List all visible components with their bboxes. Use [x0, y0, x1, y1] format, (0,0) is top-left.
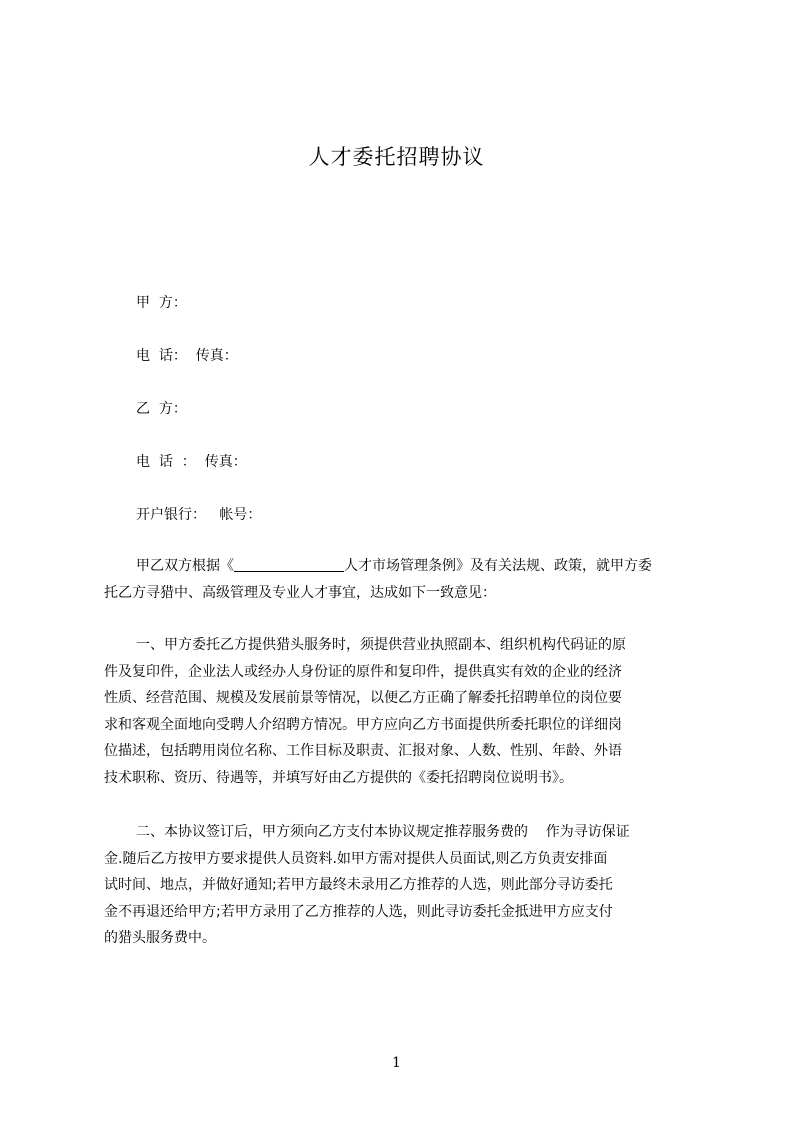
clause-1-line: 件及复印件，企业法人或经办人身份证的原件和复印件，提供真实有效的企业的经济	[104, 663, 622, 680]
clause-2-line: 金不再退还给甲方;若甲方录用了乙方推荐的人选，则此寻访委托金抵进甲方应支付	[104, 903, 613, 920]
clause-1-line: 位描述，包括聘用岗位名称、工作目标及职责、汇报对象、人数、性别、年龄、外语	[104, 743, 622, 759]
bank-account-field: 开户银行： 帐号：	[136, 507, 262, 523]
clause-2-line: 试时间、地点，并做好通知;若甲方最终未录用乙方推荐的人选，则此部分寻访委托	[104, 877, 613, 893]
blank-fill-line	[234, 557, 344, 572]
clause-1-line: 求和客观全面地向受聘人介绍聘方情况。甲方应向乙方书面提供所委托职位的详细岗	[104, 716, 622, 733]
clause-1-line: 性质、经营范围、规模及发展前景等情况，以便乙方正确了解委托招聘单位的岗位要	[104, 690, 622, 706]
clause-2-line: 的猎头服务费中。	[104, 930, 216, 946]
phone-fax-b-field: 电 话 ： 传真：	[136, 454, 247, 470]
clause-2-line: 金.随后乙方按甲方要求提供人员资料.如甲方需对提供人员面试,则乙方负责安排面	[104, 850, 608, 867]
clause-2-paragraph	[104, 819, 706, 952]
phone-fax-a-field: 电 话： 传真：	[136, 348, 238, 364]
page-number: 1	[392, 1055, 401, 1071]
intro-line-1-before: 甲乙双方根据《	[136, 558, 234, 574]
intro-line-1-after: 人才市场管理条例》及有关法规、政策，就甲方委	[344, 558, 652, 574]
intro-line-2: 托乙方寻猎中、高级管理及专业人才事宜，达成如下一致意见：	[104, 584, 496, 601]
party-b-field: 乙 方：	[136, 401, 187, 417]
clause-1-line: 一、甲方委托乙方提供猎头服务时，须提供营业执照副本、组织机构代码证的原	[136, 637, 626, 653]
clause-1-paragraph	[104, 632, 706, 791]
clause-2-line: 二、本协议签订后，甲方须向乙方支付本协议规定推荐服务费的 作为寻访保证	[136, 824, 630, 840]
party-a-field: 甲 方：	[136, 295, 187, 311]
intro-paragraph	[104, 553, 706, 606]
document-title: 人才委托招聘协议	[308, 145, 485, 169]
intro-line-1	[104, 553, 706, 580]
clause-1-line: 技术职称、资历、待遇等，并填写好由乙方提供的《委托招聘岗位说明书》。	[104, 769, 573, 786]
